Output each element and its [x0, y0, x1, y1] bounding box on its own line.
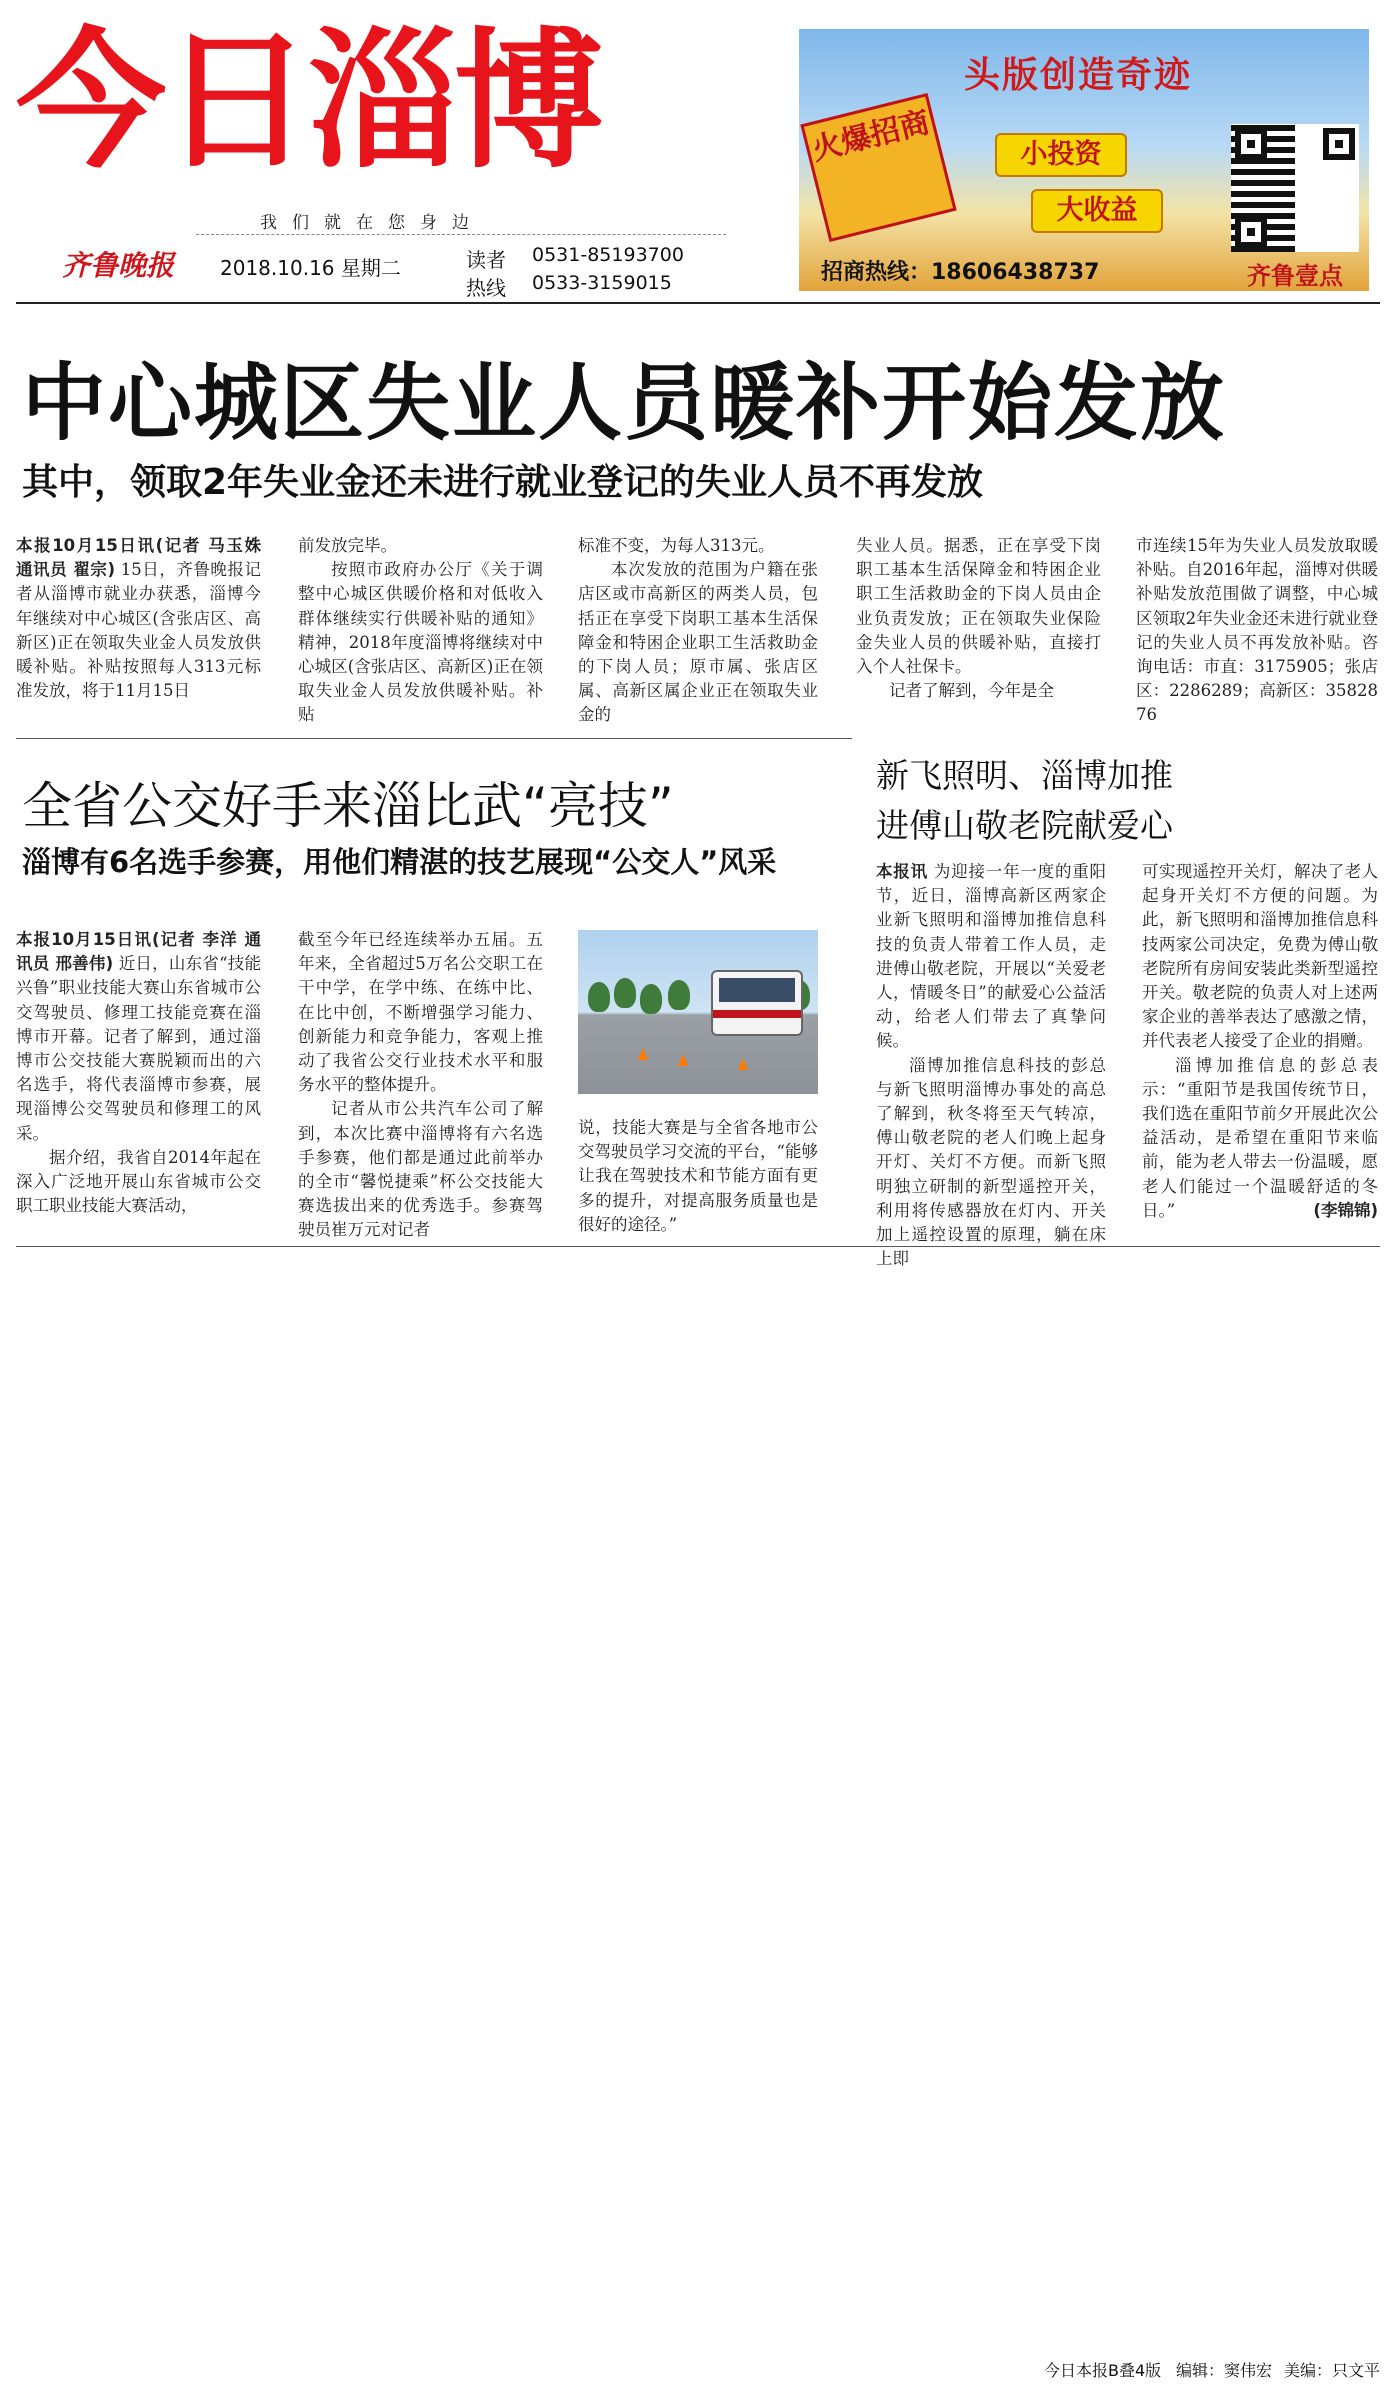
content-bottom-rule — [16, 1246, 1380, 1247]
ad-hotline: 招商热线：18606438737 — [821, 260, 1100, 285]
story2-col1-para2: 据介绍，我省自2014年起在深入广泛地开展山东省城市公交职工职业技能大赛活动， — [16, 1147, 261, 1216]
reader-label: 读者 — [466, 248, 506, 272]
story1-bottom-rule — [16, 738, 852, 739]
reader-phone: 0531-85193700 — [532, 244, 684, 266]
footer-editor: 编辑：窦伟宏 — [1176, 2361, 1273, 2380]
story2-col1-para1: 近日，山东省“技能兴鲁”职业技能大赛山东省城市公交驾驶员、修理工技能竞赛在淄博市开幕。记者了解到，通过淄博市公交技能大赛脱颖而出的六名选手，将代表淄博市参赛，展现淄博公交驾驶员和修理工的风采。 — [16, 954, 261, 1143]
story3-headline-line2: 进傅山敬老院献爱心 — [876, 806, 1173, 845]
story1-col2-para1: 前发放完毕。 — [298, 536, 397, 555]
masthead-title: 今日淄博 — [16, 15, 601, 189]
story1-column-4 — [856, 534, 1101, 728]
story3-column-2 — [1142, 860, 1378, 1238]
story3-col1-para1: 为迎接一年一度的重阳节，近日，淄博高新区两家企业新飞照明和淄博加推信息科技的负责人带着工作人员，走进傅山敬老院，开展以“关爱老人，情暖冬日”的献爱心公益活动，给老人们带去了真挚问候。 — [876, 862, 1107, 1051]
qr-code-icon[interactable] — [1231, 124, 1359, 252]
ad-badge: 火爆招商 — [800, 93, 956, 242]
story3-col1-para2: 淄博加推信息科技的彭总与新飞照明淄博办事处的高总了解到，秋冬将至天气转凉，傅山敬老院的老人们晚上起身开灯、关灯不方便。而新飞照明独立研制的新型遥控开关，利用将传感器放在灯内、开关加上遥控设置的原理，躺在床上即 — [876, 1055, 1106, 1269]
hotline-phone: 0533-3159015 — [532, 272, 672, 294]
masthead-bottom-rule — [16, 302, 1380, 304]
story3-column-1 — [876, 860, 1107, 1269]
hotline-label: 热线 — [466, 276, 506, 300]
story3-col2-para2: 淄博加推信息的彭总表示：“重阳节是我国传统节日，我们选在重阳节前夕开展此次公益活动，是希望在重阳节来临前，能为老人带去一份温暖，愿老人们能过一个温暖舒适的冬日。” — [1142, 1055, 1378, 1220]
story1-column-3 — [578, 534, 818, 728]
newspaper-brand-logo: 齐鲁晚报 — [62, 249, 175, 282]
story1-col2-para2: 按照市政府办公厅《关于调整中心城区供暖价格和对低收入群体继续实行供暖补贴的通知》精神，2018年度淄博将继续对中心城区(含张店区、高新区)正在领取失业金人员发放供暖补贴。补贴 — [298, 560, 543, 725]
story1-subhead: 其中，领取2年失业金还未进行就业登记的失业人员不再发放 — [22, 462, 984, 503]
story1-column-2 — [298, 534, 543, 728]
story3-lead: 本报讯 — [876, 862, 928, 881]
story2-headline: 全省公交好手来淄比武“亮技” — [22, 777, 674, 835]
story1-column-1 — [16, 534, 261, 728]
story1-col4-para1: 失业人员。据悉，正在享受下岗职工基本生活保障金和特困企业职工生活救助金的下岗人员由企业负责发放；正在领取失业保险金失业人员的供暖补贴，直接打入个人社保卡。 — [856, 536, 1101, 677]
story1-headline: 中心城区失业人员暖补开始发放 — [22, 354, 1227, 452]
advertisement-banner[interactable] — [799, 29, 1369, 291]
ad-logo: 齐鲁壹点 — [1247, 262, 1343, 290]
bus-competition-photo — [578, 930, 818, 1094]
story1-column-5 — [1136, 534, 1378, 728]
masthead-slogan: 我们就在您身边 — [260, 213, 484, 233]
story2-col2-para2: 记者从市公共汽车公司了解到，本次比赛中淄博将有六名选手参赛，他们都是通过此前举办的全市“馨悦捷乘”杯公交技能大赛选拔出来的优秀选手。参赛驾驶员崔万元对记者 — [298, 1099, 543, 1240]
story3-headline-line1: 新飞照明、淄博加推 — [876, 756, 1173, 795]
story1-col3-para2: 本次发放的范围为户籍在张店区或市高新区的两类人员，包括正在享受下岗职工基本生活保障金和特困企业职工生活救助金的下岗人员；原市属、张店区属、高新区属企业正在领取失业金的 — [578, 560, 818, 725]
story1-col3-para1: 标准不变，为每人313元。 — [578, 536, 775, 555]
story2-subhead: 淄博有6名选手参赛，用他们精湛的技艺展现“公交人”风采 — [22, 845, 777, 879]
story2-col2-para1: 截至今年已经连续举办五届。五年来，全省超过5万名公交职工在干中学，在学中练、在练中比、在比中创，不断增强学习能力、创新能力和竞争能力，客观上推动了我省公交行业技术水平和服务水平的整体提升。 — [298, 930, 543, 1095]
footer-page-label: 今日本报B叠4版 — [1044, 2361, 1162, 2380]
story1-col4-para2: 记者了解到，今年是全 — [889, 681, 1054, 701]
story2-column-1 — [16, 928, 261, 1238]
ad-pill-invest: 小投资 — [995, 133, 1127, 177]
masthead-divider — [196, 234, 726, 235]
story3-col2-para1: 可实现遥控开关灯，解决了老人起身开关灯不方便的问题。为此，新飞照明和淄博加推信息科技两家公司决定，免费为傅山敬老院所有房间安装此类新型遥控开关。敬老院的负责人对上述两家企业的善举表达了感激之情，并代表老人接受了企业的捐赠。 — [1142, 862, 1378, 1051]
story2-lead: 本报10月15日讯(记者 李洋 通讯员 邢善伟) — [16, 930, 261, 974]
issue-date: 2018.10.16 星期二 — [220, 256, 401, 280]
story2-column-2 — [298, 928, 543, 1238]
ad-pill-profit: 大收益 — [1031, 189, 1163, 233]
story1-lead: 本报10月15日讯(记者 马玉姝 通讯员 翟宗) — [16, 536, 261, 580]
story1-col1-text: 15日，齐鲁晚报记者从淄博市就业办获悉，淄博今年继续对中心城区(含张店区、高新区)正在领取失业金人员发放供暖补贴。补贴按照每人313元标准发放，将于11月15日 — [16, 560, 261, 701]
story3-byline: (李锦锦) — [1313, 1200, 1378, 1220]
story1-col5-text: 市连续15年为失业人员发放取暖补贴。自2016年起，淄博对供暖补贴发放范围做了调整，中心城区领取2年失业金还未进行就业登记的失业人员不再发放补贴。咨询电话：市直：3175905；张店区：2286289；高新区：3582876 — [1136, 536, 1378, 725]
story2-column-3 — [578, 1116, 818, 1238]
footer-designer: 美编：只文平 — [1284, 2361, 1381, 2380]
ad-headline: 头版创造奇迹 — [964, 54, 1193, 96]
story2-col3-text: 说，技能大赛是与全省各地市公交驾驶员学习交流的平台，“能够让我在驾驶技术和节能方面有更多的提升，对提高服务质量也是很好的途径。” — [578, 1118, 818, 1234]
